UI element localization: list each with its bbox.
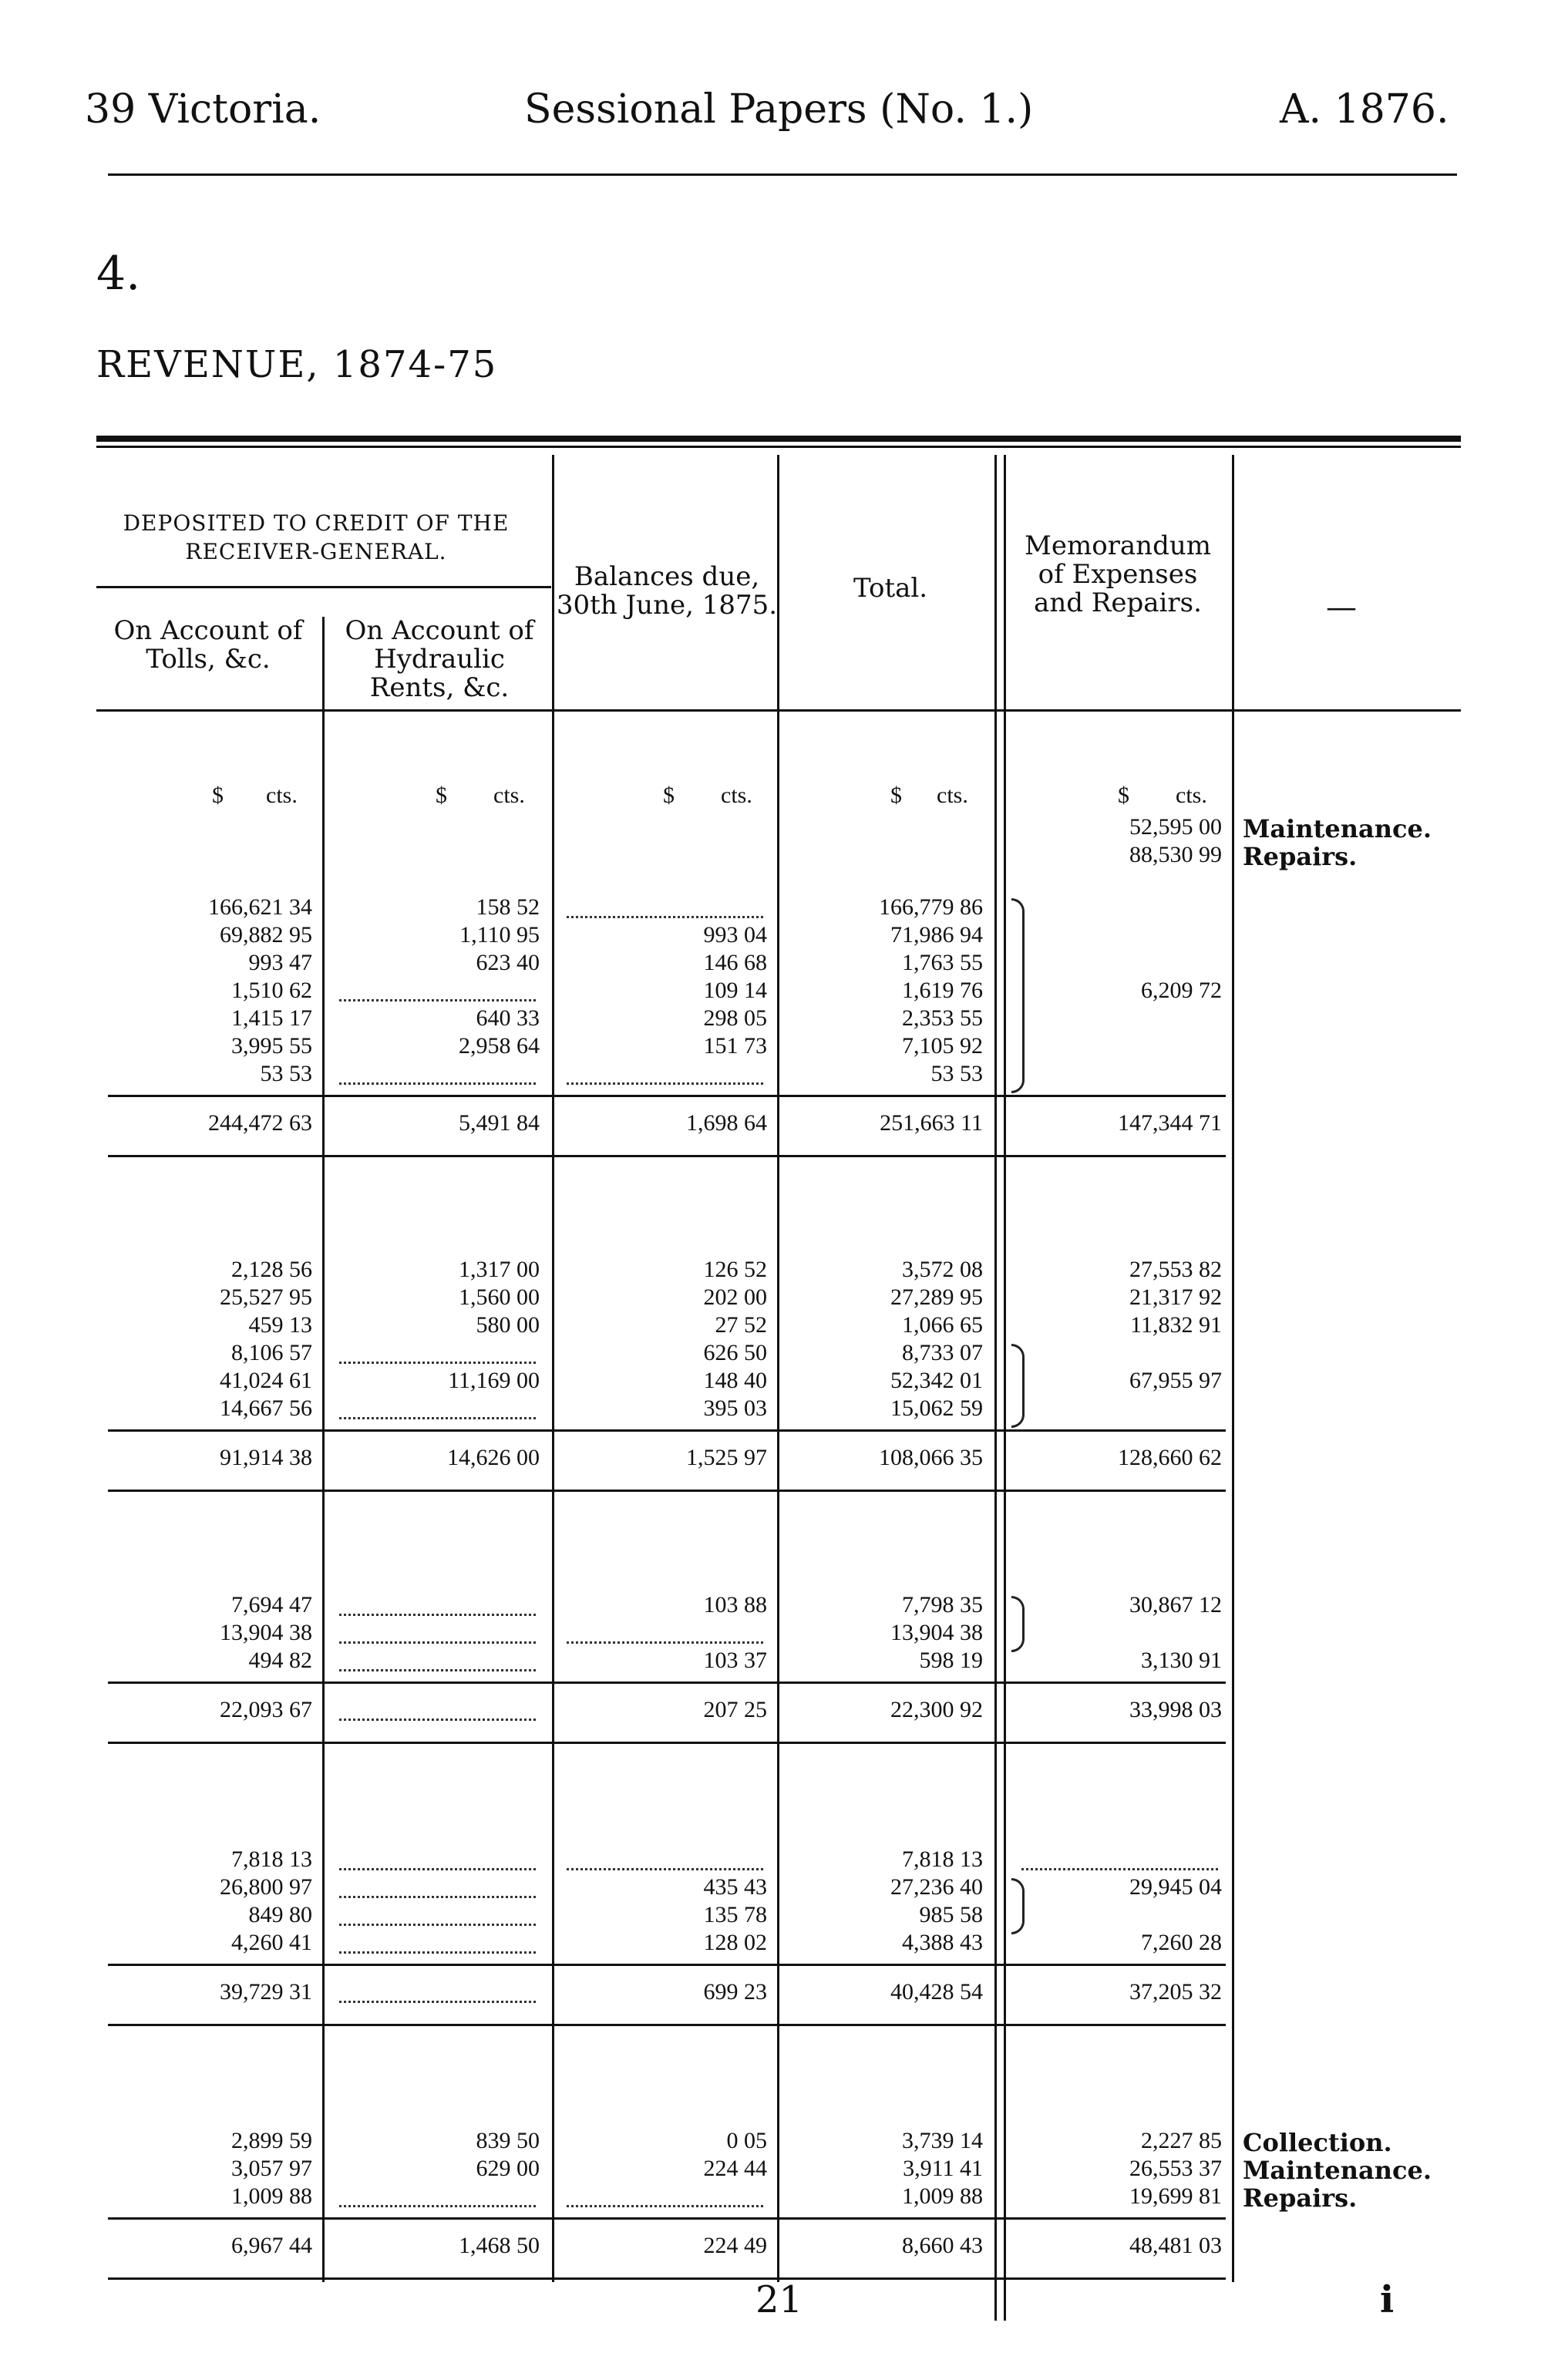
table-cell: 27 52	[715, 1312, 767, 1338]
empty-cell-leader	[339, 2001, 536, 2003]
table-cell: 69,882 95	[220, 922, 312, 948]
table-cell: 298 05	[703, 1005, 767, 1031]
table-cell: 1,009 88	[231, 2183, 312, 2209]
header-right: A. 1876.	[1280, 86, 1449, 133]
title-rule-thick	[96, 436, 1461, 442]
block-end-rule	[108, 1155, 1226, 1157]
table-cell: 1,763 55	[902, 950, 983, 975]
memo-label: Collection.	[1243, 2128, 1392, 2157]
col-remarks-heading: —	[1326, 590, 1357, 625]
subtotal-rule	[108, 1681, 1226, 1684]
table-cell: 494 82	[248, 1648, 312, 1673]
table-cell: 8,106 57	[231, 1340, 312, 1365]
table-cell: 839 50	[476, 2128, 540, 2153]
table-cell: 202 00	[703, 1284, 767, 1310]
empty-cell-leader	[567, 1641, 763, 1644]
table-cell: 580 00	[476, 1312, 540, 1338]
memo-label: Repairs.	[1243, 842, 1358, 871]
table-cell: 7,818 13	[902, 1846, 983, 1872]
empty-cell-leader	[567, 1082, 763, 1085]
table-cell: 52,342 01	[890, 1368, 983, 1393]
table-cell: 1,560 00	[459, 1284, 540, 1310]
subtotal-cell: 5,491 84	[459, 1110, 540, 1136]
table-cell: 25,527 95	[220, 1284, 312, 1310]
table-cell: 640 33	[476, 1005, 540, 1031]
table-cell: 146 68	[703, 950, 767, 975]
empty-cell-leader	[339, 1924, 536, 1926]
unit-cents: cts.	[1176, 783, 1207, 808]
memo-value: 88,530 99	[1129, 842, 1222, 867]
table-cell: 3,911 41	[903, 2156, 983, 2181]
table-cell: 395 03	[703, 1395, 767, 1421]
subtotal-cell: 22,300 92	[890, 1697, 983, 1722]
unit-cents: cts.	[493, 783, 525, 808]
col-rents-heading: On Account of Hydraulic Rents, &c.	[345, 615, 534, 703]
table-cell: 151 73	[703, 1033, 767, 1059]
block-end-rule	[108, 2277, 1226, 2280]
table-cell: 598 19	[919, 1648, 983, 1673]
unit-dollar: $	[1118, 783, 1129, 808]
table-cell: 985 58	[919, 1902, 983, 1927]
subtotal-cell: 33,998 03	[1129, 1697, 1222, 1722]
table-cell: 4,388 43	[902, 1930, 983, 1955]
group-heading-rule	[96, 586, 551, 588]
col-total-heading: Total.	[853, 573, 928, 604]
empty-cell-leader	[339, 1417, 536, 1419]
memo-value: 30,867 12	[1129, 1592, 1222, 1618]
header-left: 39 Victoria.	[85, 86, 321, 133]
table-cell: 15,062 59	[890, 1395, 983, 1421]
empty-cell-leader	[1021, 1868, 1218, 1870]
memo-value: 7,260 28	[1141, 1930, 1222, 1955]
subtotal-rule	[108, 1964, 1226, 1966]
unit-dollar: $	[890, 783, 902, 808]
empty-cell-leader	[339, 1082, 536, 1085]
col-memo-heading: Memorandum of Expenses and Repairs.	[1025, 530, 1211, 618]
subtotal-cell: 6,967 44	[231, 2233, 312, 2258]
table-cell: 166,621 34	[208, 894, 312, 920]
page-number: 21	[755, 2278, 803, 2321]
table-cell: 1,066 65	[902, 1312, 983, 1338]
table-cell: 629 00	[476, 2156, 540, 2181]
unit-dollar: $	[436, 783, 447, 808]
table-cell: 3,995 55	[231, 1033, 312, 1059]
table-cell: 1,009 88	[902, 2183, 983, 2209]
subtotal-cell: 699 23	[703, 1979, 767, 2005]
subtotal-rule	[108, 1429, 1226, 1432]
table-cell: 53 53	[930, 1061, 983, 1086]
table-cell: 224 44	[703, 2156, 767, 2181]
table-cell: 623 40	[476, 950, 540, 975]
memo-label: Repairs.	[1243, 2183, 1358, 2213]
empty-cell-leader	[339, 1896, 536, 1898]
memo-value: 26,553 37	[1129, 2156, 1222, 2181]
subtotal-cell: 22,093 67	[220, 1697, 312, 1722]
subtotal-cell: 1,468 50	[459, 2233, 540, 2258]
unit-dollar: $	[663, 783, 675, 808]
unit-cents: cts.	[937, 783, 968, 808]
table-cell: 27,289 95	[890, 1284, 983, 1310]
subtotal-cell: 37,205 32	[1129, 1979, 1222, 2005]
subtotal-cell: 39,729 31	[220, 1979, 312, 2005]
subtotal-cell: 48,481 03	[1129, 2233, 1222, 2258]
table-title: REVENUE, 1874-75	[96, 343, 498, 386]
empty-cell-leader	[339, 1641, 536, 1644]
memo-value: 21,317 92	[1129, 1284, 1222, 1310]
memo-value: 3,130 91	[1141, 1648, 1222, 1673]
empty-cell-leader	[339, 1719, 536, 1721]
table-cell: 3,057 97	[231, 2156, 312, 2181]
table-cell: 13,904 38	[890, 1620, 983, 1645]
empty-cell-leader	[339, 1362, 536, 1364]
memo-value: 67,955 97	[1129, 1368, 1222, 1393]
table-cell: 1,619 76	[902, 978, 983, 1003]
table-cell: 71,986 94	[890, 922, 983, 948]
grouping-brace	[1011, 1596, 1025, 1652]
subtotal-cell: 224 49	[703, 2233, 767, 2258]
unit-cents: cts.	[266, 783, 298, 808]
empty-cell-leader	[339, 999, 536, 1001]
table-cell: 11,169 00	[448, 1368, 540, 1393]
empty-cell-leader	[339, 1951, 536, 1954]
memo-value: 52,595 00	[1129, 814, 1222, 840]
empty-cell-leader	[567, 916, 763, 918]
grouping-brace	[1011, 1878, 1025, 1934]
table-cell: 7,694 47	[231, 1592, 312, 1618]
table-cell: 459 13	[248, 1312, 312, 1338]
empty-cell-leader	[567, 2205, 763, 2207]
title-rule-thin	[96, 446, 1461, 448]
empty-cell-leader	[339, 2205, 536, 2207]
memo-value: 29,945 04	[1129, 1874, 1222, 1900]
unit-dollar: $	[212, 783, 224, 808]
memo-value: 27,553 82	[1129, 1257, 1222, 1282]
table-cell: 1,415 17	[231, 1005, 312, 1031]
col-rule-4a	[994, 455, 997, 2321]
subtotal-cell: 251,663 11	[880, 1110, 983, 1136]
table-cell: 7,798 35	[902, 1592, 983, 1618]
subtotal-cell: 14,626 00	[447, 1445, 540, 1470]
table-cell: 26,800 97	[220, 1874, 312, 1900]
table-cell: 849 80	[248, 1902, 312, 1927]
subtotal-cell: 40,428 54	[890, 1979, 983, 2005]
table-cell: 53 53	[260, 1061, 312, 1086]
empty-cell-leader	[339, 1614, 536, 1616]
header-center: Sessional Papers (No. 1.)	[524, 86, 1034, 133]
table-cell: 7,818 13	[231, 1846, 312, 1872]
subtotal-cell: 8,660 43	[902, 2233, 983, 2258]
header-rule	[108, 173, 1457, 176]
subtotal-cell: 128,660 62	[1118, 1445, 1222, 1470]
block-end-rule	[108, 1742, 1226, 1744]
table-cell: 7,105 92	[902, 1033, 983, 1059]
table-cell: 0 05	[726, 2128, 767, 2153]
empty-cell-leader	[339, 1669, 536, 1671]
table-cell: 626 50	[703, 1340, 767, 1365]
subtotal-cell: 147,344 71	[1118, 1110, 1222, 1136]
memo-value: 19,699 81	[1129, 2183, 1222, 2209]
section-number: 4.	[96, 247, 141, 301]
table-cell: 1,510 62	[231, 978, 312, 1003]
grouping-brace	[1011, 898, 1025, 1093]
table-cell: 2,958 64	[459, 1033, 540, 1059]
subtotal-cell: 108,066 35	[879, 1445, 983, 1470]
table-cell: 128 02	[703, 1930, 767, 1955]
table-cell: 1,317 00	[459, 1257, 540, 1282]
memo-value: 11,832 91	[1130, 1312, 1222, 1338]
col-tolls-heading: On Account of Tolls, &c.	[113, 615, 303, 675]
block-end-rule	[108, 2024, 1226, 2026]
table-cell: 27,236 40	[890, 1874, 983, 1900]
memo-value: 6,209 72	[1141, 978, 1222, 1003]
col-rule-5	[1232, 455, 1234, 2282]
subtotal-cell: 1,525 97	[686, 1445, 767, 1470]
unit-cents: cts.	[721, 783, 752, 808]
table-cell: 435 43	[703, 1874, 767, 1900]
table-cell: 103 37	[703, 1648, 767, 1673]
memo-label: Maintenance.	[1243, 2156, 1432, 2185]
table-cell: 148 40	[703, 1368, 767, 1393]
col-rule-2	[552, 455, 554, 2282]
table-cell: 109 14	[703, 978, 767, 1003]
subtotal-rule	[108, 2217, 1226, 2220]
table-cell: 135 78	[703, 1902, 767, 1927]
col-rule-4b	[1004, 455, 1006, 2321]
table-cell: 3,739 14	[902, 2128, 983, 2153]
table-cell: 8,733 07	[902, 1340, 983, 1365]
table-cell: 13,904 38	[220, 1620, 312, 1645]
table-cell: 14,667 56	[220, 1395, 312, 1421]
table-cell: 166,779 86	[879, 894, 983, 920]
subtotal-rule	[108, 1095, 1226, 1097]
subtotal-cell: 207 25	[703, 1697, 767, 1722]
signature-mark: i	[1380, 2278, 1395, 2321]
table-cell: 993 04	[703, 922, 767, 948]
table-cell: 993 47	[248, 950, 312, 975]
grouping-brace	[1011, 1344, 1025, 1428]
subtotal-cell: 244,472 63	[208, 1110, 312, 1136]
subtotal-cell: 1,698 64	[686, 1110, 767, 1136]
table-cell: 158 52	[476, 894, 540, 920]
table-cell: 2,899 59	[231, 2128, 312, 2153]
group-heading: DEPOSITED TO CREDIT OF THE RECEIVER-GENERAL.	[123, 510, 510, 564]
table-cell: 2,353 55	[902, 1005, 983, 1031]
table-cell: 1,110 95	[459, 922, 540, 948]
table-cell: 41,024 61	[220, 1368, 312, 1393]
memo-value: 2,227 85	[1141, 2128, 1222, 2153]
table-cell: 2,128 56	[231, 1257, 312, 1282]
empty-cell-leader	[339, 1868, 536, 1870]
table-cell: 4,260 41	[231, 1930, 312, 1955]
subtotal-cell: 91,914 38	[220, 1445, 312, 1470]
empty-cell-leader	[567, 1868, 763, 1870]
block-end-rule	[108, 1490, 1226, 1492]
table-cell: 3,572 08	[902, 1257, 983, 1282]
table-cell: 103 88	[703, 1592, 767, 1618]
table-cell: 126 52	[703, 1257, 767, 1282]
memo-label: Maintenance.	[1243, 814, 1432, 843]
col-rule-1	[322, 617, 325, 2282]
col-balances-heading: Balances due, 30th June, 1875.	[556, 561, 778, 621]
col-rule-3	[777, 455, 779, 2282]
